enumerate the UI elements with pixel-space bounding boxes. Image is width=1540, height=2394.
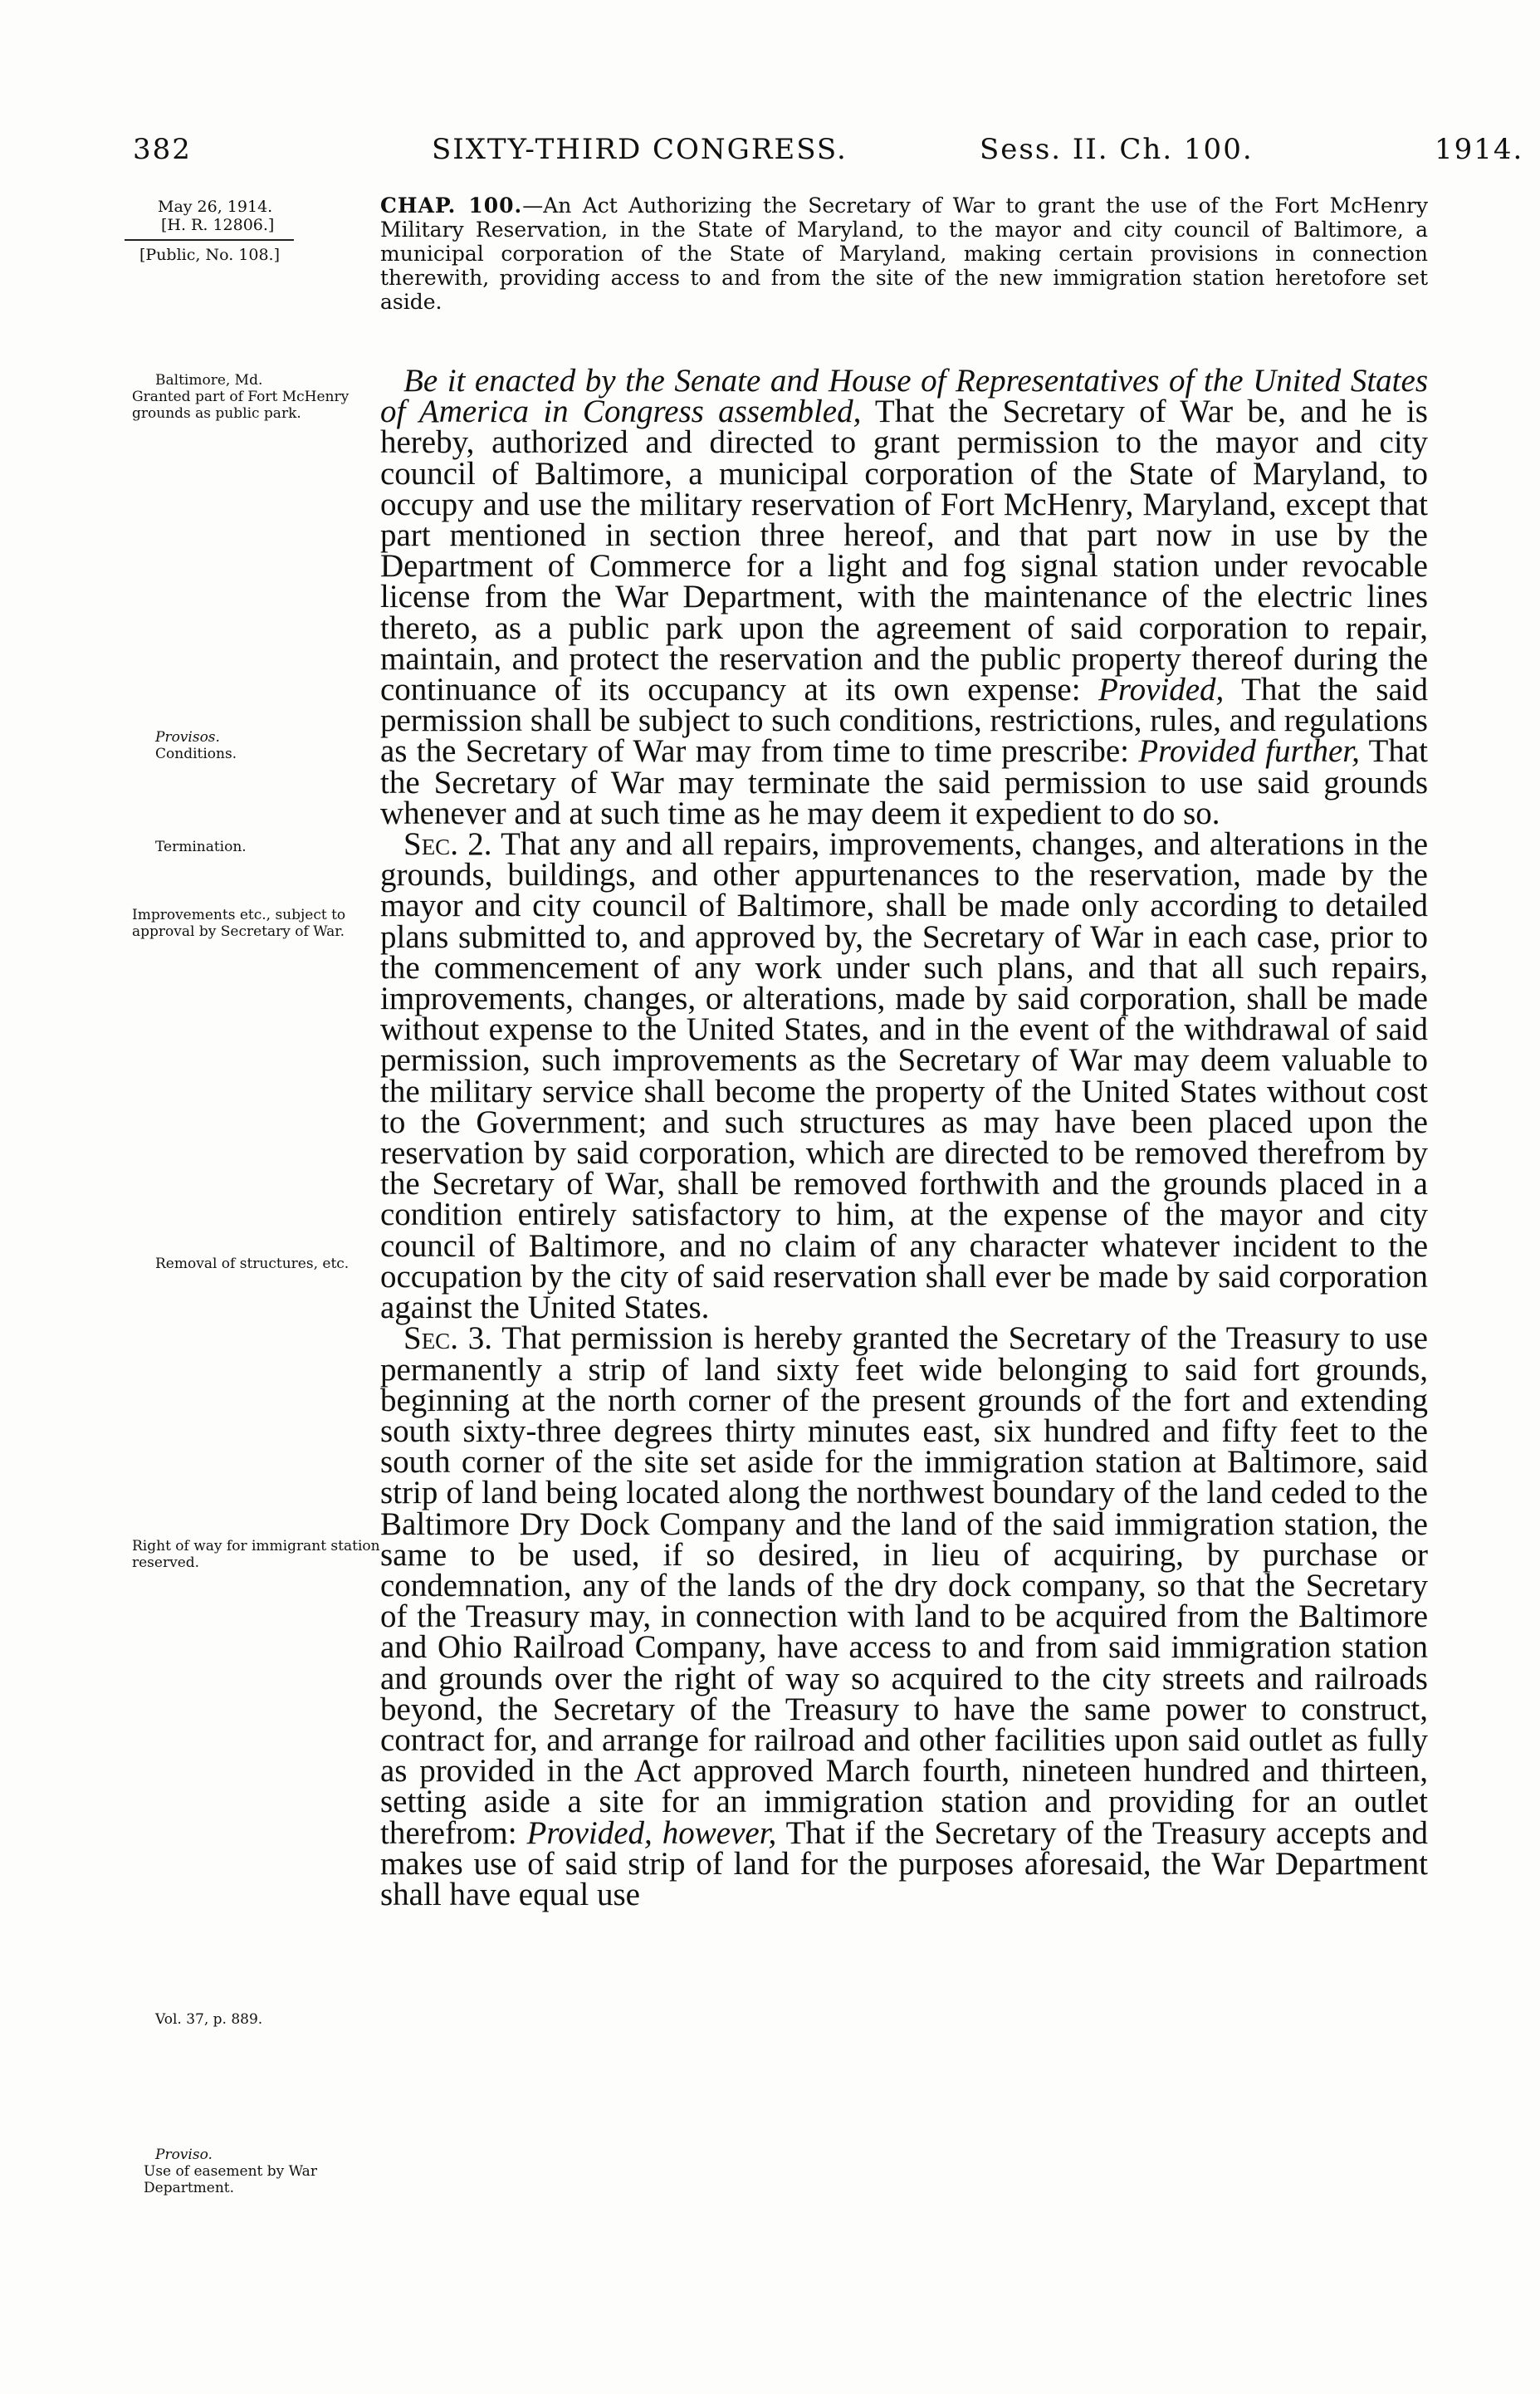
margin-note-removal: Removal of structures, etc. <box>155 1256 350 1272</box>
proviso-1: Provided, <box>1098 672 1225 708</box>
act-body <box>380 365 1428 1910</box>
section-3-text-b: That if the Secretary of the Treasury accepts and makes use of said strip of land for the purposes aforesaid, the War Department shall have equal use <box>380 1814 1429 1912</box>
enactment-date: May 26, 1914. <box>158 198 273 216</box>
proviso-3: Provided, however, <box>526 1814 777 1851</box>
bill-number: [H. R. 12806.] <box>125 216 294 241</box>
margin-note-provisos-label: Provisos. <box>155 729 220 746</box>
running-title: SIXTY-THIRD CONGRESS. <box>432 133 848 166</box>
citation-block <box>125 198 374 264</box>
margin-note-place: Baltimore, Md. <box>155 372 263 389</box>
margin-note-termination: Termination. <box>155 839 247 855</box>
margin-note-baltimore <box>120 372 378 422</box>
session-chapter: Sess. II. Ch. 100. <box>980 133 1254 166</box>
page-number: 382 <box>133 133 192 166</box>
section-1 <box>380 365 1428 829</box>
section-2 <box>380 826 1429 1326</box>
margin-note-conditions: Conditions. <box>155 746 237 762</box>
margin-note-proviso-label: Proviso. <box>155 2147 213 2163</box>
margin-note-right-of-way: Right of way for immigrant station reserved. <box>132 1538 380 1571</box>
margin-note-easement: Use of easement by War Department. <box>144 2163 317 2196</box>
margin-note-proviso <box>120 2147 378 2196</box>
section-1-text-c: That the Secretary of War may terminate the said permission to use said grounds whenever and at such time as he may deem it expedient to do so. <box>380 733 1429 831</box>
section-3 <box>380 1320 1429 1912</box>
margin-note-grant: Granted part of Fort McHenry grounds as public park. <box>132 389 350 422</box>
chapter-summary: —An Act Authorizing the Secretary of War to grant the use of the Fort McHenry Military Reservation, in the State of Maryland, to the mayor and city council of Baltimore, a municipal corporation of the State of Maryland, making certain provisions in connection therewith, providing access to and from the site of the new immigration station heretofore set aside. <box>380 193 1428 314</box>
margin-note-provisos <box>120 729 378 762</box>
chapter-label: CHAP. 100. <box>380 193 523 218</box>
enacting-clause: Be it enacted by the Senate and House of Representatives of the United States of America in Congress assembled, <box>380 363 1428 430</box>
margin-note-improvements: Improvements etc., subject to approval by Secretary of War. <box>132 907 346 940</box>
margin-note-volume-ref: Vol. 37, p. 889. <box>155 2011 263 2028</box>
section-3-label: Sec. 3. <box>403 1320 493 1357</box>
section-3-text-a: That permission is hereby granted the Secretary of the Treasury to use permanently a strip of land sixty feet wide belonging to said fort grounds, beginning at the north corner of the present grounds of the fort and extending south sixty-three degrees thirty minutes east, six hundred and fifty feet to the south corner of the site set aside for the immigration station at Baltimore, said strip of land being located along the northwest boundary of the land ceded to the Baltimore Dry Dock Company and the land of the said immigration station, the same to be used, if so desired, in lieu of acquiring, by purchase or condemnation, any of the lands of the dry dock company, so that the Secretary of the Treasury may, in connection with land to be acquired from the Baltimore and Ohio Railroad Company, have access to and from said immigration station and grounds over the right of way so acquired to the city streets and railroads beyond, the Secretary of the Treasury to have the same power to construct, contract for, and arrange for railroad and other facilities upon said outlet as fully as provided in the Act approved March fourth, nineteen hundred and thirteen, setting aside a site for an immigration station and providing for an outlet therefrom: <box>380 1320 1428 1851</box>
section-1-text-b: That the said permission shall be subject to such conditions, restrictions, rules, and regulations as the Secretary of War may from time to time prescribe: <box>380 672 1429 770</box>
chapter-heading <box>380 193 1428 314</box>
proviso-2: Provided further, <box>1138 733 1360 770</box>
section-2-label: Sec. 2. <box>403 826 492 863</box>
section-2-text: That any and all repairs, improvements, changes, and alterations in the grounds, buildings, and other appurtenances to the reservation, made by the mayor and city council of Baltimore, shall be made only according to detailed plans submitted to, and approved by, the Secretary of War in each case, prior to the commencement of any work under such plans, and that all such repairs, improvements, changes, or alterations, made by said corporation, shall be made without expense to the United States, and in the event of the withdrawal of said permission, such improvements as the Secretary of War may deem valuable to the military service shall become the property of the United States without cost to the Government; and such structures as may have been placed upon the reservation by said corporation, which are directed to be removed therefrom by the Secretary of War, shall be removed forthwith and the grounds placed in a condition entirely satisfactory to him, at the expense of the mayor and city council of Baltimore, and no claim of any character whatever incident to the occupation by the city of said reservation shall ever be made by said corporation against the United States. <box>380 826 1429 1326</box>
section-1-text-a: That the Secretary of War be, and he is hereby, authorized and directed to grant permission to the mayor and city council of Baltimore, a municipal corporation of the State of Maryland, to occupy and use the military reservation of Fort McHenry, Maryland, except that part mentioned in section three hereof, and that part now in use by the Department of Commerce for a light and fog signal station under revocable license from the War Department, with the maintenance of the electric lines thereto, as a public park upon the agreement of said corporation to repair, maintain, and protect the reservation and the public property thereof during the continuance of its occupancy at its own expense: <box>380 394 1428 708</box>
header-year: 1914. <box>1435 133 1524 166</box>
public-law-number: [Public, No. 108.] <box>139 246 280 264</box>
